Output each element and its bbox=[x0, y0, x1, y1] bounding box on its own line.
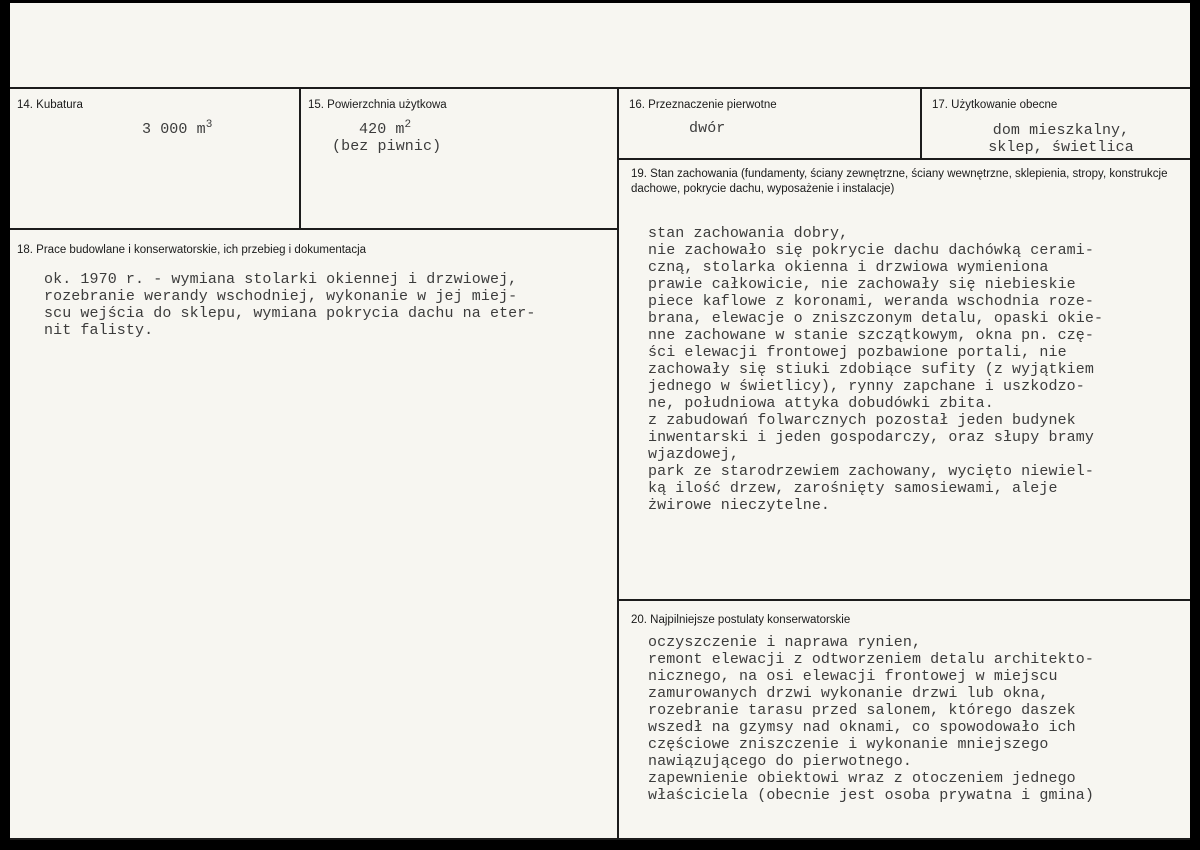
f18-text bbox=[44, 271, 535, 339]
f20-line: wszedł na gzymsy nad oknami, co spowodowało ich bbox=[648, 719, 1076, 736]
f20-line: remont elewacji z odtworzeniem detalu architekto- bbox=[648, 651, 1094, 668]
f15-note: (bez piwnic) bbox=[332, 138, 442, 155]
f20-line: częściowe zniszczenie i wykonanie mniejszego bbox=[648, 736, 1049, 753]
f15-label: 15. Powierzchnia użytkowa bbox=[308, 99, 447, 111]
f19-text bbox=[648, 225, 1103, 514]
f19-line: nne zachowane w stanie szczątkowym, okna pn. czę- bbox=[648, 327, 1094, 344]
f19-label: 19. Stan zachowania (fundamenty, ściany zewnętrzne, ściany wewnętrzne, sklepienia, stropy, konstrukcje dachowe, pokrycie dachu, wyposażenie i instalacje) bbox=[631, 168, 1168, 195]
f18-line: nit falisty. bbox=[44, 322, 154, 339]
f19-line: ne, południowa attyka dobudówki zbita. bbox=[648, 395, 994, 412]
divider-f16-f17 bbox=[920, 87, 922, 160]
f19-line: żwirowe nieczytelne. bbox=[648, 497, 831, 514]
f14-value bbox=[142, 121, 212, 138]
f17-label: 17. Użytkowanie obecne bbox=[932, 99, 1058, 111]
f20-line: oczyszczenie i naprawa rynien, bbox=[648, 634, 922, 651]
f14-value-text: 3 000 m bbox=[142, 121, 206, 138]
f19-line: park ze starodrzewiem zachowany, wycięto niewiel- bbox=[648, 463, 1094, 480]
f20-line: rozebranie tarasu przed salonem, którego daszek bbox=[648, 702, 1076, 719]
f20-line: właściciela (obecnie jest osoba prywatna i gmina) bbox=[648, 787, 1094, 804]
f19-line: piece kaflowe z koronami, weranda wschodnia roze- bbox=[648, 293, 1094, 310]
f20-text bbox=[648, 634, 1094, 804]
f20-line: zapewnienie obiektowi wraz z otoczeniem jednego bbox=[648, 770, 1076, 787]
f19-line: ką ilość drzew, zarośnięty samosiewami, aleje bbox=[648, 480, 1058, 497]
f15-value-exponent: 2 bbox=[404, 119, 412, 131]
f18-label: 18. Prace budowlane i konserwatorskie, ich przebieg i dokumentacja bbox=[17, 244, 367, 256]
f19-line: nie zachowało się pokrycie dachu dachówką cerami- bbox=[648, 242, 1094, 259]
f19-line: zachowały się stiuki zdobiące sufity (z wyjątkiem bbox=[648, 361, 1094, 378]
f18-line: ok. 1970 r. - wymiana stolarki okiennej i drzwiowej, bbox=[44, 271, 518, 288]
f17-value bbox=[932, 122, 1190, 156]
f20-label: 20. Najpilniejsze postulaty konserwatorskie bbox=[631, 614, 851, 626]
f14-label: 14. Kubatura bbox=[17, 99, 83, 111]
top-rule bbox=[10, 87, 1190, 89]
f18-line: scu wejścia do sklepu, wymiana pokrycia dachu na eter- bbox=[44, 305, 536, 322]
f19-line: jednego w świetlicy), rynny zapchane i uszkodzo- bbox=[648, 378, 1085, 395]
f19-line: wjazdowej, bbox=[648, 446, 740, 463]
center-divider bbox=[617, 87, 619, 840]
f18-line: rozebranie werandy wschodniej, wykonanie w jej miej- bbox=[44, 288, 518, 305]
rule-below-f14-f15 bbox=[10, 228, 618, 230]
divider-f14-f15 bbox=[299, 87, 301, 230]
f17-line: dom mieszkalny, bbox=[992, 122, 1130, 139]
f19-line: prawie całkowicie, nie zachowały się niebieskie bbox=[648, 276, 1076, 293]
f19-line: z zabudowań folwarcznych pozostał jeden budynek bbox=[648, 412, 1076, 429]
f20-line: nawiązującego do pierwotnego. bbox=[648, 753, 912, 770]
f14-value-exponent: 3 bbox=[205, 119, 213, 131]
f16-label: 16. Przeznaczenie pierwotne bbox=[629, 99, 777, 111]
f15-value bbox=[359, 121, 411, 138]
f16-value: dwór bbox=[689, 120, 726, 137]
f19-line: brana, elewacje o zniszczonym detalu, opaski okie- bbox=[648, 310, 1104, 327]
bottom-rule bbox=[10, 838, 1190, 840]
f19-line: inwentarski i jeden gospodarczy, oraz słupy bramy bbox=[648, 429, 1094, 446]
f20-line: nicznego, na osi elewacji frontowej w miejscu bbox=[648, 668, 1058, 685]
f17-line: sklep, świetlica bbox=[988, 139, 1134, 156]
f20-line: zamurowanych drzwi wykonanie drzwi lub okna, bbox=[648, 685, 1049, 702]
f15-value-text: 420 m bbox=[359, 121, 405, 138]
f19-line: ści elewacji frontowej pozbawione portali, nie bbox=[648, 344, 1067, 361]
rule-above-f20 bbox=[618, 599, 1190, 601]
f19-line: stan zachowania dobry, bbox=[648, 225, 849, 242]
f19-line: czną, stolarka okienna i drzwiowa wymieniona bbox=[648, 259, 1049, 276]
rule-below-f16-f17 bbox=[618, 158, 1190, 160]
record-card bbox=[10, 3, 1190, 840]
